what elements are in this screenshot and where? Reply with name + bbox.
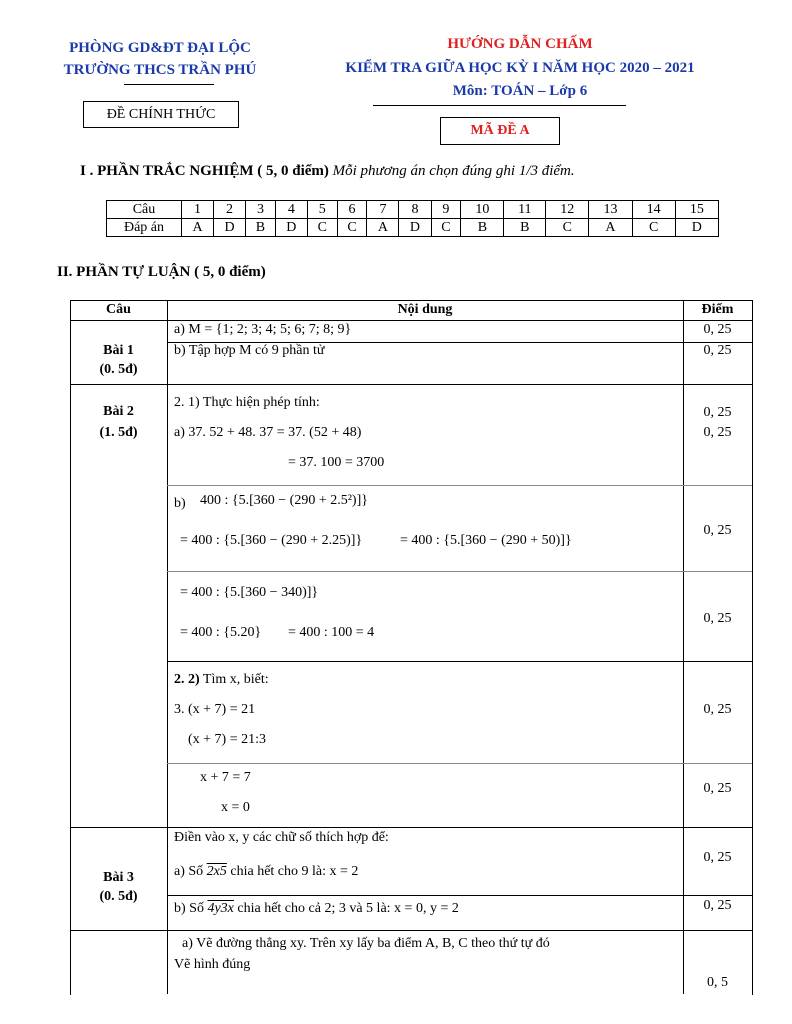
bai2-find-x-text: Tìm x, biết:	[199, 672, 269, 687]
bai3-b-suffix: chia hết cho cả 2; 3 và 5 là: x = 0, y = 2	[233, 901, 459, 916]
question-number: 3	[246, 201, 276, 219]
bai2-a-line1: a) 37. 52 + 48. 37 = 37. (52 + 48)	[174, 425, 362, 440]
question-number: 15	[675, 201, 718, 219]
question-number: 10	[461, 201, 504, 219]
bai2-divider-1	[167, 485, 752, 486]
bai3-a	[174, 864, 358, 880]
bai2-find-x-heading	[174, 672, 269, 688]
bai1-a-score: 0, 25	[703, 322, 732, 337]
bai2-b-label: b)	[174, 496, 186, 511]
answer-letter: C	[337, 219, 367, 237]
bai2-c-expr2: = 400 : {5.20}	[180, 625, 262, 640]
bai2-b-score: 0, 25	[703, 523, 732, 538]
essay-table-border	[70, 300, 753, 995]
bai2-find-x-line3: x + 7 = 7	[200, 770, 251, 785]
answer-letter: C	[546, 219, 589, 237]
bai2-points: (1. 5đ)	[99, 425, 138, 440]
bai2-c-score: 0, 25	[703, 611, 732, 626]
answer-letter: C	[307, 219, 337, 237]
exam-code-box: MÃ ĐỀ A	[440, 117, 560, 145]
question-number: 1	[182, 201, 214, 219]
col-divider-1	[167, 300, 168, 994]
col-header-diem: Điểm	[701, 302, 734, 317]
question-number: 6	[337, 201, 367, 219]
question-number: 7	[367, 201, 399, 219]
bai3-points: (0. 5đ)	[99, 889, 138, 904]
bai2-divider-4	[167, 763, 752, 764]
answer-letter: D	[214, 219, 246, 237]
answer-table-question-row	[107, 201, 719, 219]
part1-note: Mỗi phương án chọn đúng ghi 1/3 điểm.	[332, 163, 575, 179]
answer-letter: D	[399, 219, 431, 237]
bai3-a-prefix: a) Số	[174, 864, 207, 879]
bai1-label: Bài 1	[103, 343, 134, 358]
part2-title: II. PHẦN TỰ LUẬN ( 5, 0 điểm)	[57, 264, 266, 280]
part1-heading	[80, 163, 575, 180]
bai4-a-line2: Vẽ hình đúng	[174, 957, 251, 972]
bai2-end-divider	[70, 827, 752, 828]
answer-letter: B	[504, 219, 546, 237]
question-number: 4	[275, 201, 307, 219]
official-exam-box: ĐỀ CHÍNH THỨC	[83, 101, 239, 128]
bai2-divider-2	[167, 571, 752, 572]
bai3-b-prefix: b) Số	[174, 901, 208, 916]
answer-letter: C	[632, 219, 675, 237]
bai2-b-expr2: = 400 : {5.[360 − (290 + 2.25)]}	[180, 533, 363, 548]
bai2-c-expr1: = 400 : {5.[360 − 340)]}	[180, 585, 319, 600]
question-number: 12	[546, 201, 589, 219]
answer-table	[106, 200, 719, 237]
bai2-find-x-number: 2. 2)	[174, 672, 200, 687]
bai2-find-x-score-2: 0, 25	[703, 781, 732, 796]
bai3-b-number: 4y3x	[207, 901, 234, 916]
bai3-b-score: 0, 25	[703, 898, 732, 913]
question-row-label: Câu	[107, 201, 182, 219]
bai2-label: Bài 2	[103, 404, 134, 419]
bai1-points: (0. 5đ)	[99, 362, 138, 377]
bai2-b-expr3: = 400 : {5.[360 − (290 + 50)]}	[400, 533, 572, 548]
subject-line: Môn: TOÁN – Lớp 6	[452, 83, 588, 99]
exam-title: KIỂM TRA GIỮA HỌC KỲ I NĂM HỌC 2020 – 2021	[345, 60, 695, 76]
bai4-a-score: 0, 5	[707, 975, 728, 990]
bai2-c-expr3: = 400 : 100 = 4	[288, 625, 375, 640]
question-number: 5	[307, 201, 337, 219]
bai2-a-line2: = 37. 100 = 3700	[288, 455, 385, 470]
bai3-a-number: 2x5	[206, 864, 227, 879]
bai1-b: b) Tập hợp M có 9 phần tử	[174, 343, 325, 358]
guide-title: HƯỚNG DẪN CHẤM	[447, 36, 593, 52]
answer-letter: B	[461, 219, 504, 237]
question-number: 2	[214, 201, 246, 219]
bai3-intro: Điền vào x, y các chữ số thích hợp để:	[174, 830, 389, 845]
answer-letter: A	[367, 219, 399, 237]
bai3-b	[174, 901, 459, 917]
answer-letter: A	[182, 219, 214, 237]
question-number: 9	[431, 201, 461, 219]
answer-letter: D	[675, 219, 718, 237]
bai3-end-divider	[70, 930, 752, 931]
header-divider	[70, 320, 752, 321]
header-rule	[373, 105, 626, 106]
bai2-b-expr1: 400 : {5.[360 − (290 + 2.5²)]}	[200, 493, 368, 508]
question-number: 13	[589, 201, 632, 219]
bai3-row-divider	[167, 895, 752, 896]
part1-title: I . PHẦN TRẮC NGHIỆM ( 5, 0 điểm)	[80, 163, 329, 179]
department-name: PHÒNG GD&ĐT ĐẠI LỘC	[69, 40, 251, 56]
school-name: TRƯỜNG THCS TRẦN PHÚ	[63, 62, 257, 78]
question-number: 8	[399, 201, 431, 219]
question-number: 11	[504, 201, 546, 219]
col-header-cau: Câu	[106, 302, 131, 317]
col-header-noidung: Nội dung	[397, 302, 453, 317]
bai2-task-intro: 2. 1) Thực hiện phép tính:	[174, 395, 320, 410]
bai3-label: Bài 3	[103, 870, 134, 885]
answer-table-answer-row	[107, 219, 719, 237]
answer-letter: D	[275, 219, 307, 237]
bai4-a-line1: a) Vẽ đường thẳng xy. Trên xy lấy ba điểm A, B, C theo thứ tự đó	[182, 936, 550, 951]
bai2-find-x-line4: x = 0	[221, 800, 250, 815]
bai3-a-suffix: chia hết cho 9 là: x = 2	[226, 864, 359, 879]
question-number: 14	[632, 201, 675, 219]
bai2-find-x-score: 0, 25	[703, 702, 732, 717]
bai2-a-score-2: 0, 25	[703, 425, 732, 440]
answer-row-label: Đáp án	[107, 219, 182, 237]
bai2-divider-3	[167, 661, 752, 662]
answer-letter: C	[431, 219, 461, 237]
bai2-find-x-line2: (x + 7) = 21:3	[188, 732, 267, 747]
answer-letter: A	[589, 219, 632, 237]
bai1-end-divider	[70, 384, 752, 385]
bai1-a: a) M = {1; 2; 3; 4; 5; 6; 7; 8; 9}	[174, 322, 352, 337]
essay-table	[70, 300, 753, 994]
school-underline	[124, 84, 214, 85]
bai2-find-x-line1: 3. (x + 7) = 21	[174, 702, 256, 717]
bai2-a-score-1: 0, 25	[703, 405, 732, 420]
answer-letter: B	[246, 219, 276, 237]
bai1-b-score: 0, 25	[703, 343, 732, 358]
bai3-a-score: 0, 25	[703, 850, 732, 865]
